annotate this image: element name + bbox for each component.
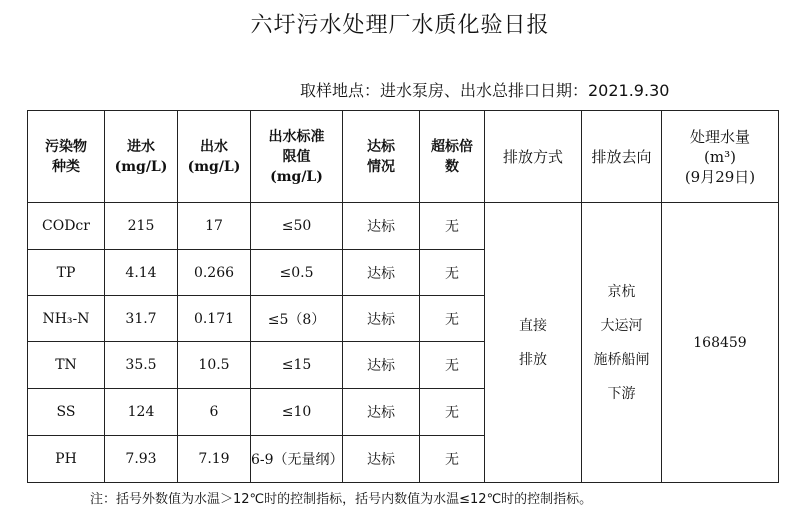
cell-exceed: 无 bbox=[420, 389, 485, 436]
cell-pollutant: TP bbox=[28, 250, 105, 296]
header-row bbox=[28, 111, 779, 203]
header-method: 排放方式 bbox=[485, 111, 582, 203]
cell-standard: ≤0.5 bbox=[251, 250, 343, 296]
header-standard: 出水标准 限值 (mg/L) bbox=[251, 111, 343, 203]
cell-inflow: 4.14 bbox=[105, 250, 178, 296]
water-quality-table bbox=[27, 110, 779, 483]
cell-status: 达标 bbox=[343, 250, 420, 296]
table-row bbox=[28, 203, 779, 250]
footnote: 注：括号外数值为水温＞12℃时的控制指标，括号内数值为水温≤12℃时的控制指标。 bbox=[90, 492, 593, 507]
treated-volume: 168459 bbox=[662, 203, 779, 483]
cell-standard: ≤5（8） bbox=[251, 296, 343, 342]
cell-standard: ≤15 bbox=[251, 342, 343, 389]
header-compliance: 达标 情况 bbox=[343, 111, 420, 203]
cell-pollutant: SS bbox=[28, 389, 105, 436]
sample-info: 取样地点：进水泵房、出水总排口日期：2021.9.30 bbox=[300, 81, 670, 100]
cell-pollutant: NH₃-N bbox=[28, 296, 105, 342]
cell-exceed: 无 bbox=[420, 436, 485, 483]
header-exceed: 超标倍 数 bbox=[420, 111, 485, 203]
cell-exceed: 无 bbox=[420, 342, 485, 389]
cell-status: 达标 bbox=[343, 203, 420, 250]
cell-inflow: 31.7 bbox=[105, 296, 178, 342]
header-direction: 排放去向 bbox=[582, 111, 662, 203]
cell-inflow: 124 bbox=[105, 389, 178, 436]
cell-exceed: 无 bbox=[420, 203, 485, 250]
discharge-method: 直接 排放 bbox=[485, 203, 582, 483]
cell-inflow: 7.93 bbox=[105, 436, 178, 483]
cell-outflow: 10.5 bbox=[178, 342, 251, 389]
report-title: 六圩污水处理厂水质化验日报 bbox=[250, 13, 550, 38]
header-volume: 处理水量 (m³) (9月29日) bbox=[662, 111, 779, 203]
cell-pollutant: CODcr bbox=[28, 203, 105, 250]
cell-pollutant: PH bbox=[28, 436, 105, 483]
cell-status: 达标 bbox=[343, 436, 420, 483]
cell-status: 达标 bbox=[343, 296, 420, 342]
cell-standard: ≤10 bbox=[251, 389, 343, 436]
cell-exceed: 无 bbox=[420, 250, 485, 296]
cell-outflow: 7.19 bbox=[178, 436, 251, 483]
cell-outflow: 17 bbox=[178, 203, 251, 250]
cell-outflow: 0.171 bbox=[178, 296, 251, 342]
cell-status: 达标 bbox=[343, 342, 420, 389]
cell-exceed: 无 bbox=[420, 296, 485, 342]
cell-status: 达标 bbox=[343, 389, 420, 436]
cell-outflow: 0.266 bbox=[178, 250, 251, 296]
header-outflow: 出水 (mg/L) bbox=[178, 111, 251, 203]
cell-outflow: 6 bbox=[178, 389, 251, 436]
cell-pollutant: TN bbox=[28, 342, 105, 389]
header-pollutant: 污染物 种类 bbox=[28, 111, 105, 203]
cell-inflow: 215 bbox=[105, 203, 178, 250]
cell-standard: 6-9（无量纲） bbox=[251, 436, 343, 483]
header-inflow: 进水 (mg/L) bbox=[105, 111, 178, 203]
discharge-direction: 京杭 大运河 施桥船闸 下游 bbox=[582, 203, 662, 483]
cell-standard: ≤50 bbox=[251, 203, 343, 250]
cell-inflow: 35.5 bbox=[105, 342, 178, 389]
